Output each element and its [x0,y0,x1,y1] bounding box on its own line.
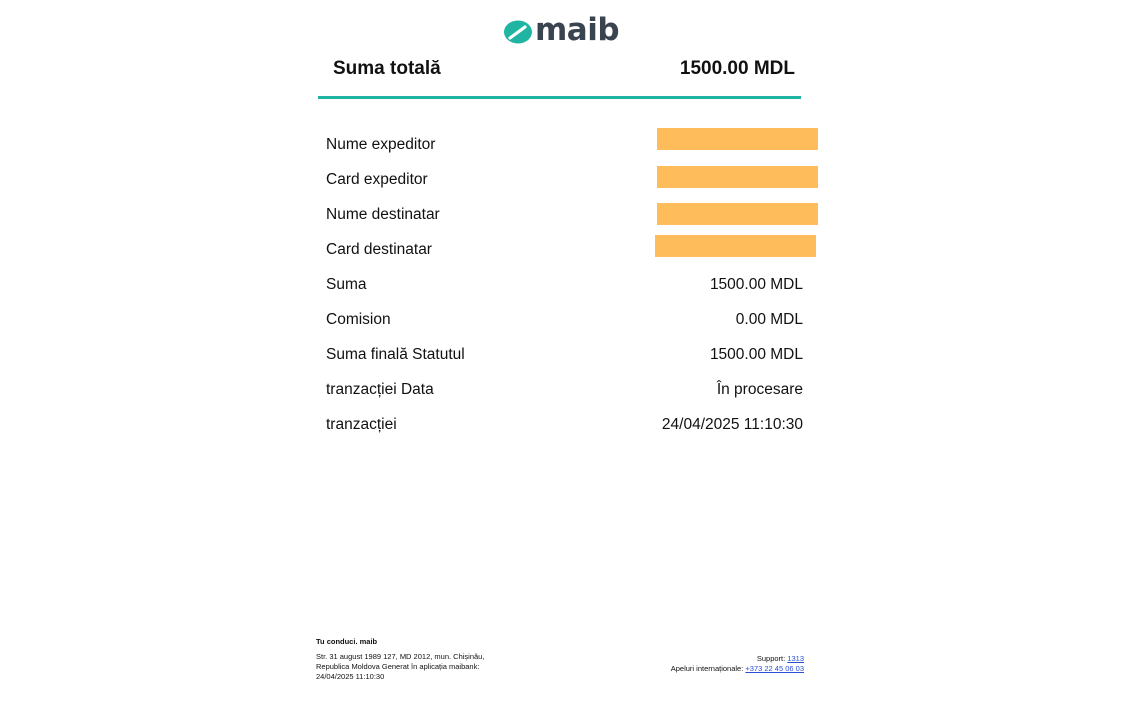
brand-name: maib [535,12,620,48]
total-amount-label: Suma totală [333,58,441,79]
row-label: Comision [326,311,391,328]
row-label: tranzacției [326,416,397,433]
row-label: Card destinatar [326,241,432,258]
row-value: 1500.00 MDL [709,346,803,363]
row-label: Nume expeditor [326,136,436,153]
row-label: Suma finală Statutul [326,346,465,363]
redaction-box-recipient-card [655,235,816,257]
row-value: În procesare [716,381,803,398]
accent-divider [318,96,801,99]
row-final-amount [326,337,803,372]
footer-contacts [671,654,804,674]
row-label: Nume destinatar [326,206,440,223]
international-phone-link[interactable]: +373 22 45 06 03 [745,664,804,673]
redaction-box-sender-name [657,128,818,150]
maib-logo [503,12,620,48]
row-value: 1500.00 MDL [709,276,803,293]
row-status [326,372,803,407]
row-label: Suma [326,276,367,293]
row-date [326,407,803,442]
footer-generated-date: 24/04/2025 11:10:30 [316,672,385,681]
footer-address-line: Str. 31 august 1989 127, MD 2012, mun. Chișinău, [316,652,485,661]
footer-brand-line: Tu conduci. maib [316,637,378,646]
international-label: Apeluri internaționale: [670,664,746,673]
row-commission [326,302,803,337]
redaction-box-recipient-name [657,203,818,225]
support-phone-link[interactable]: 1313 [787,654,804,663]
row-value: 24/04/2025 11:10:30 [661,416,803,433]
support-label: Support: [756,654,788,663]
redaction-box-sender-card [657,166,818,188]
maib-leaf-icon [503,19,533,45]
footer-international [671,664,804,674]
row-amount [326,267,803,302]
footer-support [671,654,804,664]
row-value: 0.00 MDL [735,311,803,328]
row-label: Card expeditor [326,171,428,188]
row-label: tranzacției Data [326,381,434,398]
footer-address-line: Republica Moldova Generat în aplicația maibank: [316,662,480,671]
total-amount-value: 1500.00 MDL [679,58,795,79]
footer-address [316,637,546,682]
